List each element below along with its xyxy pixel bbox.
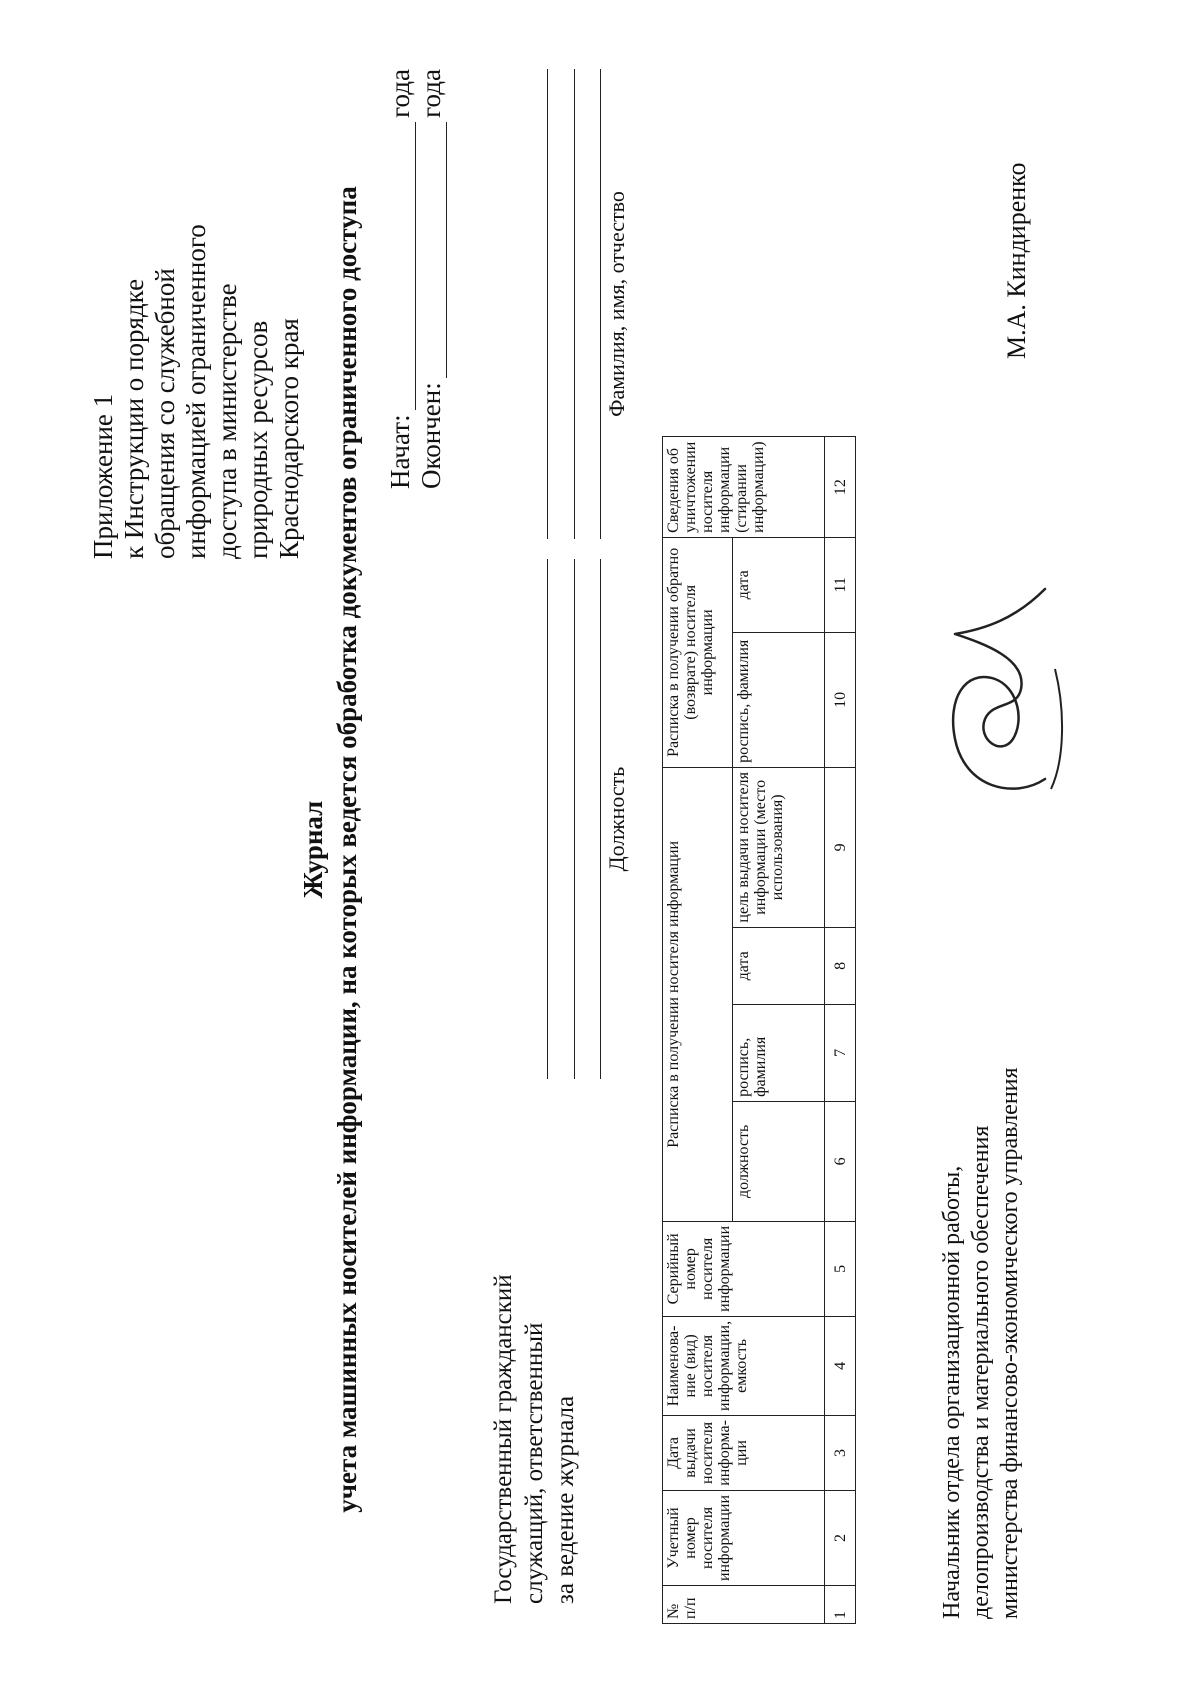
signer-line: Начальник отдела организационной работы, [939,1165,965,1619]
header-no: № п/п [663,1586,825,1624]
started-label: Начат: [385,414,415,489]
column-number: 10 [825,632,856,767]
column-number: 3 [825,1415,856,1490]
year-word: года [385,69,415,118]
position-caption: Должность [604,766,629,872]
media-log-table [662,436,856,1624]
header-return: Расписка в получении обратно (возврате) носителя информации [663,537,733,767]
ended-row [416,69,447,489]
header-media-name: Наименова- ние (вид) носителя информации, емкость [663,1316,825,1415]
appendix-line: к Инструкции о порядке [119,278,149,559]
started-line [391,122,416,411]
header-receipt: Расписка в получении носителя информации [663,767,733,1221]
column-number: 6 [825,1101,856,1221]
name-line-3 [600,69,601,539]
header-issue-date: Дата выдачи носителя информа- ции [663,1415,825,1490]
signer-line: делопроизводства и материального обеспечения [968,1125,994,1619]
header-date: дата [733,927,825,1004]
column-number: 4 [825,1316,856,1415]
column-number: 5 [825,1221,856,1316]
year-word: года [416,69,446,118]
started-row [385,69,416,489]
appendix-line: обращения со служебной [150,268,180,559]
responsible-line: за ведение журнала [552,1395,579,1604]
name-line-2 [574,69,575,539]
responsible-line: служащий, ответственный [521,1322,548,1604]
journal-title: Журнал [298,800,328,899]
header-account-number: Учетный номер носителя информации [663,1490,825,1585]
column-number: 11 [825,537,856,632]
appendix-note [88,39,305,559]
column-number: 1 [825,1586,856,1624]
ended-label: Окончен: [416,382,446,489]
header-position: должность [733,1101,825,1221]
ended-line [422,122,447,378]
responsible-label [488,1144,581,1604]
column-numbers-row [825,437,856,1624]
appendix-line: природных ресурсов [243,320,273,559]
column-number: 7 [825,1004,856,1101]
header-serial-number: Серийный номер носителя информации [663,1221,825,1316]
appendix-line: доступа в министерстве [212,283,242,559]
column-number: 2 [825,1490,856,1585]
signer-line: министерства финансово-экономического управления [997,1067,1023,1619]
header-return-date: дата [733,537,825,632]
column-number: 8 [825,927,856,1004]
header-return-signature: роспись, фамилия [733,632,825,767]
appendix-line: Краснодарского края [274,318,304,559]
header-purpose: цель выдачи носителя информации (место использования) [733,767,825,927]
handwritten-signature [925,579,1075,819]
appendix-line: Приложение 1 [88,393,118,559]
signer-name: М.А. Киндиренко [1002,162,1031,359]
column-number: 9 [825,767,856,927]
name-caption: Фамилия, имя, отчество [604,191,629,417]
position-line-2 [574,559,575,1079]
column-number: 12 [825,437,856,537]
header-destruction: Сведения об уничтожении носителя информации (стирании информации) [663,437,825,537]
name-line-1 [547,69,548,539]
position-line-1 [547,559,548,1079]
signer-title [938,819,1025,1619]
journal-subtitle: учета машинных носителей информации, на которых ведется обработка документов ограниченного доступа [332,186,362,1513]
appendix-line: информацией ограниченного [181,224,211,559]
position-line-3 [600,559,601,1079]
header-signature: роспись, фамилия [733,1004,825,1101]
dates-block [385,69,447,489]
responsible-line: Государственный гражданский [490,1274,517,1604]
